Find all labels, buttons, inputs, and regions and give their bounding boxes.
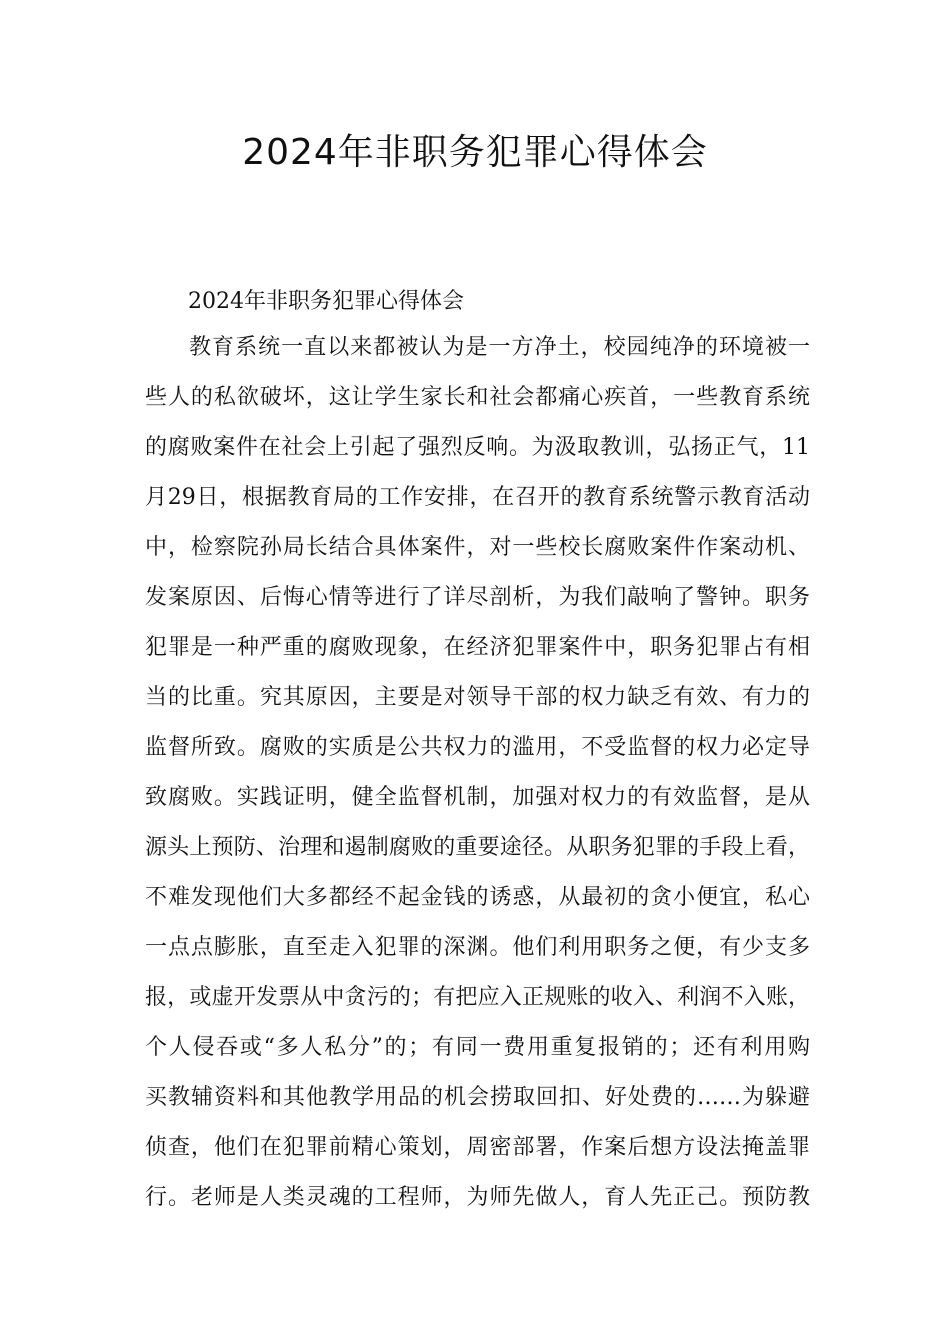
paragraph-line: 当的比重。究其原因，主要是对领导干部的权力缺乏有效、有力的: [145, 685, 810, 710]
document-title: 2024年非职务犯罪心得体会: [242, 132, 708, 173]
paragraph-line: 发案原因、后悔心情等进行了详尽剖析，为我们敲响了警钟。职务: [145, 585, 810, 610]
paragraph-line: 些人的私欲破坏，这让学生家长和社会都痛心疾首，一些教育系统: [145, 385, 810, 410]
paragraph-line: 的腐败案件在社会上引起了强烈反响。为汲取教训，弘扬正气，11: [145, 435, 810, 460]
paragraph-line: 月29日，根据教育局的工作安排，在召开的教育系统警示教育活动: [145, 485, 810, 510]
paragraph-line: 教育系统一直以来都被认为是一方净土，校园纯净的环境被一: [189, 335, 810, 360]
paragraph-line: 个人侵吞或“多人私分”的；有同一费用重复报销的；还有利用购: [145, 1035, 810, 1060]
paragraph-line: 致腐败。实践证明，健全监督机制，加强对权力的有效监督，是从: [145, 785, 810, 810]
paragraph-line: 侦查，他们在犯罪前精心策划，周密部署，作案后想方设法掩盖罪: [145, 1135, 810, 1160]
paragraph-line: 源头上预防、治理和遏制腐败的重要途径。从职务犯罪的手段上看，: [145, 835, 810, 860]
document-subtitle: 2024年非职务犯罪心得体会: [188, 289, 464, 314]
paragraph-line: 犯罪是一种严重的腐败现象，在经济犯罪案件中，职务犯罪占有相: [145, 635, 810, 660]
paragraph-line: 监督所致。腐败的实质是公共权力的滥用，不受监督的权力必定导: [145, 735, 810, 760]
paragraph-line: 中，检察院孙局长结合具体案件，对一些校长腐败案件作案动机、: [145, 535, 810, 560]
paragraph-line: 报，或虚开发票从中贪污的；有把应入正规账的收入、利润不入账，: [145, 985, 810, 1010]
paragraph-line: 买教辅资料和其他教学用品的机会捞取回扣、好处费的……为躲避: [145, 1085, 810, 1110]
paragraph-line: 一点点膨胀，直至走入犯罪的深渊。他们利用职务之便，有少支多: [145, 935, 810, 960]
body-paragraph: [145, 330, 810, 1230]
paragraph-line: 行。老师是人类灵魂的工程师，为师先做人，育人先正己。预防教: [145, 1185, 810, 1210]
paragraph-line: 不难发现他们大多都经不起金钱的诱惑，从最初的贪小便宜，私心: [145, 885, 810, 910]
